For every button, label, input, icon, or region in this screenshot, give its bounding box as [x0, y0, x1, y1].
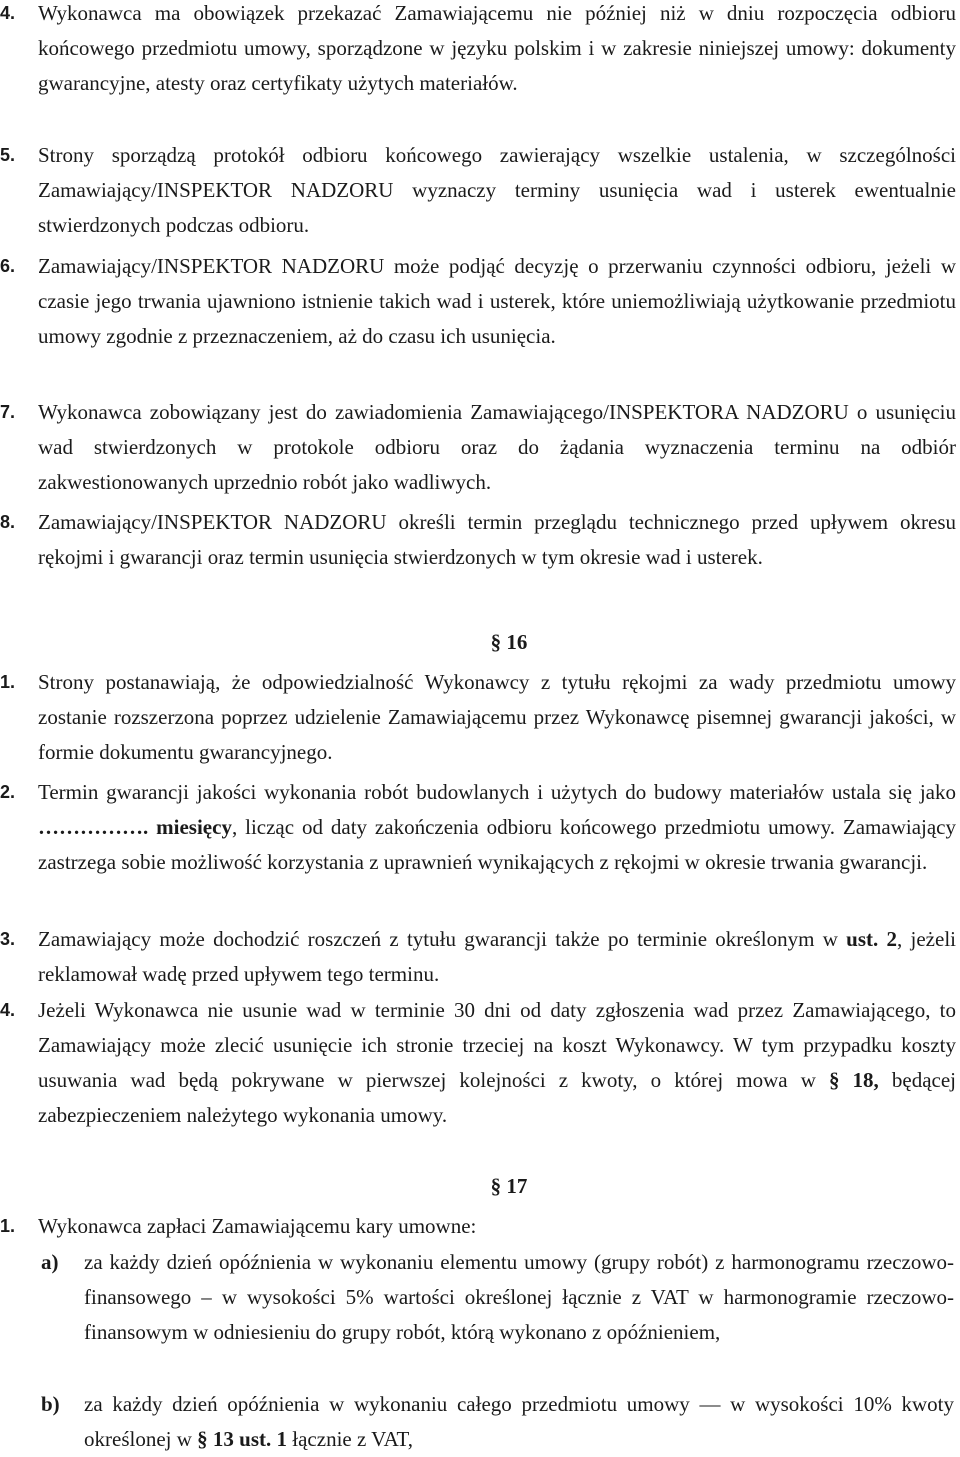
list-number: 1.	[0, 672, 16, 692]
list-number: 5.	[0, 145, 16, 165]
section16-item-3	[0, 922, 960, 992]
list-number: 8.	[0, 512, 16, 532]
paragraph-reference: ust. 2	[846, 927, 898, 951]
sub-item-a	[0, 1245, 958, 1350]
list-item-6	[0, 249, 960, 354]
list-number: 6.	[0, 256, 16, 276]
section-heading-17: § 17	[490, 1174, 528, 1198]
list-item-8	[0, 505, 960, 575]
sub-item-text: za każdy dzień opóźnienia w wykonaniu całego przedmiotu umowy — w wysokości 10% kwoty określonej w	[84, 1392, 954, 1451]
list-item-text: Zamawiający/INSPEKTOR NADZORU określi termin przeglądu technicznego przed upływem okresu rękojmi i gwarancji oraz termin usunięcia stwierdzonych w tym okresie wad i usterek.	[38, 510, 956, 569]
sub-item-label: b)	[41, 1392, 60, 1416]
list-item-text: Wykonawca zobowiązany jest do zawiadomienia Zamawiającego/INSPEKTORA NADZORU o usunięciu wad stwierdzonych w protokole odbioru oraz do żądania wyznaczenia terminu na odbiór zakwestionowanych uprzednio robót jako wadliwych.	[38, 400, 956, 494]
sub-item-text-cont: łącznie z VAT,	[287, 1427, 413, 1451]
list-item-7	[0, 395, 960, 500]
list-item-text: Zamawiający może dochodzić roszczeń z tytułu gwarancji także po terminie określonym w	[38, 927, 847, 951]
sub-item-text: za każdy dzień opóźnienia w wykonaniu elementu umowy (grupy robót) z harmonogramu rzeczowo-finansowego – w wysokości 5% wartości określonej łącznie z VAT w harmonogramie rzeczowo-finansowym w odniesieniu do grupy robót, którą wykonano z opóźnieniem,	[84, 1250, 954, 1344]
list-item-text: Strony postanawiają, że odpowiedzialność Wykonawcy z tytułu rękojmi za wady przedmiotu umowy zostanie rozszerzona poprzez udzielenie Zamawiającemu przez Wykonawcę pisemnej gwarancji jakości, w formie dokumentu gwarancyjnego.	[38, 670, 956, 764]
sub-item-b	[0, 1387, 958, 1457]
list-item-5	[0, 138, 960, 243]
list-number: 2.	[0, 782, 16, 802]
paragraph-reference: § 18,	[828, 1068, 879, 1092]
list-item-text: Wykonawca zapłaci Zamawiającemu kary umowne:	[38, 1214, 477, 1238]
list-number: 4.	[0, 1000, 16, 1020]
list-number: 7.	[0, 402, 16, 422]
section16-item-2	[0, 775, 960, 880]
list-number: 1.	[0, 1216, 16, 1236]
sub-item-label: a)	[41, 1250, 59, 1274]
list-number: 3.	[0, 929, 16, 949]
section16-item-4	[0, 993, 960, 1133]
paragraph-reference: § 13 ust. 1	[197, 1427, 288, 1451]
list-item-text-cont: będącej zabezpieczeniem należytego wykonania umowy.	[38, 1068, 956, 1127]
list-number: 4.	[0, 3, 16, 23]
section17-item-1	[0, 1209, 960, 1244]
section16-item-1	[0, 665, 960, 770]
months-placeholder: ……………. miesięcy	[38, 815, 232, 839]
list-item-text: Termin gwarancji jakości wykonania robót budowlanych i użytych do budowy materiałów ustala się jako	[38, 780, 956, 804]
section-heading-16: § 16	[490, 630, 528, 654]
list-item-text: Zamawiający/INSPEKTOR NADZORU może podjąć decyzję o przerwaniu czynności odbioru, jeżeli w czasie jego trwania ujawniono istnienie takich wad i usterek, które uniemożliwiają użytkowanie przedmiotu umowy zgodnie z przeznaczeniem, aż do czasu ich usunięcia.	[38, 254, 956, 348]
list-item-text: Jeżeli Wykonawca nie usunie wad w terminie 30 dni od daty zgłoszenia wad przez Zamawiającego, to Zamawiający może zlecić usunięcie ich stronie trzeciej na koszt Wykonawcy. W tym przypadku koszty usuwania wad będą pokrywane w pierwszej kolejności z kwoty, o której mowa w	[38, 998, 956, 1092]
list-item-text: Strony sporządzą protokół odbioru końcowego zawierający wszelkie ustalenia, w szczególności Zamawiający/INSPEKTOR NADZORU wyznaczy terminy usunięcia wad i usterek ewentualnie stwierdzonych podczas odbioru.	[38, 143, 956, 237]
list-item-text: Wykonawca ma obowiązek przekazać Zamawiającemu nie później niż w dniu rozpoczęcia odbioru końcowego przedmiotu umowy, sporządzone w języku polskim i w zakresie niniejszej umowy: dokumenty gwarancyjne, atesty oraz certyfikaty użytych materiałów.	[38, 1, 956, 95]
list-item-text-cont: , jeżeli reklamował wadę przed upływem tego terminu.	[38, 927, 956, 986]
list-item-4	[0, 0, 960, 101]
list-item-text-cont: , licząc od daty zakończenia odbioru końcowego przedmiotu umowy. Zamawiający zastrzega sobie możliwość korzystania z uprawnień wynikających z rękojmi w okresie trwania gwarancji.	[38, 815, 956, 874]
